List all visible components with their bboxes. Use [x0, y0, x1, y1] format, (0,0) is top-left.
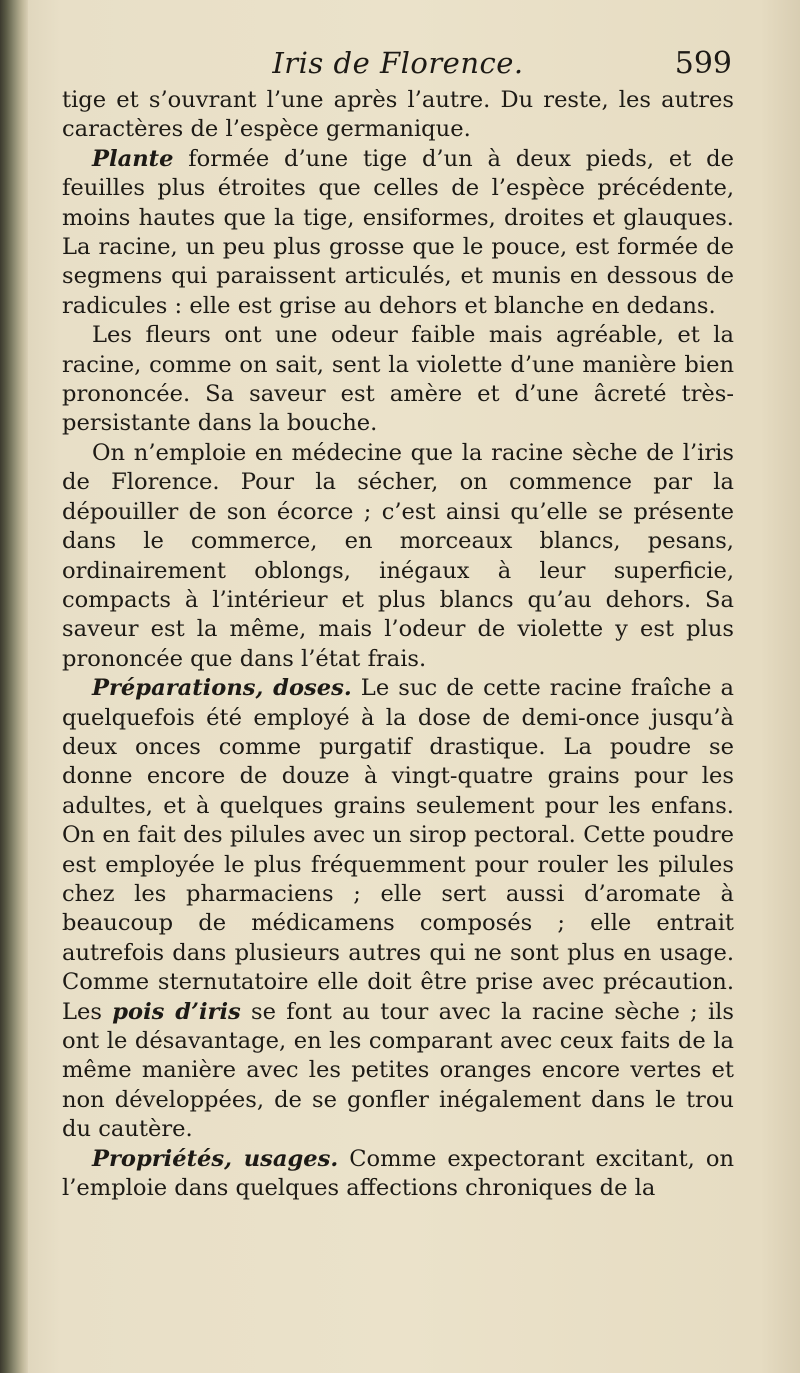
inline-italic-term: pois d’iris	[112, 998, 241, 1025]
paragraph-text-after: se font au tour avec la racine sèche ; ils ont le désavantage, en les comparant avec ceux faits de la même manière avec les petites oranges encore vertes et non développées, de se gonfler inégalement dans le trou du cautère.	[62, 998, 734, 1143]
paragraph-emploi	[62, 439, 734, 674]
paragraph-text: tige et s’ouvrant l’une après l’autre. Du reste, les autres caractères de l’espèce germanique.	[62, 87, 734, 143]
paragraph-lead: Préparations, doses.	[92, 675, 352, 702]
paragraph-text: formée d’une tige d’un à deux pieds, et de feuilles plus étroites que celles de l’espèce précédente, moins hautes que la tige, ensiformes, droites et glauques. La racine, un peu plus grosse que le pouce, est formée de segmens qui paraissent articulés, et munis en dessous de radicules : elle est grise au dehors et blanche en dedans.	[62, 145, 734, 319]
page-header	[62, 44, 734, 88]
paragraph-fleurs	[62, 321, 734, 439]
paragraph-continuation	[62, 86, 734, 145]
book-binding-edge	[0, 0, 28, 1373]
body-text	[62, 86, 734, 1203]
paragraph-text: Comme expectorant excitant, on l’emploie dans quelques affections chroniques de la	[62, 1145, 735, 1202]
paragraph-proprietes	[62, 1145, 734, 1204]
paragraph-plante	[62, 145, 734, 321]
paragraph-text: On n’emploie en médecine que la racine sèche de l’iris de Florence. Pour la sécher, on commence par la dépouiller de son écorce ; c’est ainsi qu’elle se présente dans le commerce, en morceaux blancs, pesans, ordinairement oblongs, inégaux à leur superficie, compacts à l’intérieur et plus blancs qu’au dehors. Sa saveur est la même, mais l’odeur de violette y est plus prononcée que dans l’état frais.	[62, 439, 734, 672]
page-number: 599	[674, 46, 732, 81]
running-title: Iris de Florence.	[272, 46, 524, 80]
paragraph-lead: Propriétés, usages.	[92, 1145, 339, 1172]
paragraph-text: Les fleurs ont une odeur faible mais agréable, et la racine, comme on sait, sent la violette d’une manière bien prononcée. Sa saveur est amère et d’une âcreté très-persistante dans la bouche.	[62, 322, 734, 437]
paragraph-lead: Plante	[92, 145, 174, 172]
paragraph-preparations	[62, 674, 734, 1145]
paragraph-text: Le suc de cette racine fraîche a quelquefois été employé à la dose de demi-once jusqu’à deux onces comme purgatif drastique. La poudre se donne encore de douze à vingt-quatre grains pour les adultes, et à quelques grains seulement pour les enfans. On en fait des pilules avec un sirop pectoral. Cette poudre est employée le plus fréquemment pour rouler les pilules chez les pharmaciens ; elle sert aussi d’aromate à beaucoup de médicamens composés ; elle entrait autrefois dans plusieurs autres qui ne sont plus en usage. Comme sternutatoire elle doit être prise avec précaution. Les	[62, 675, 734, 1025]
